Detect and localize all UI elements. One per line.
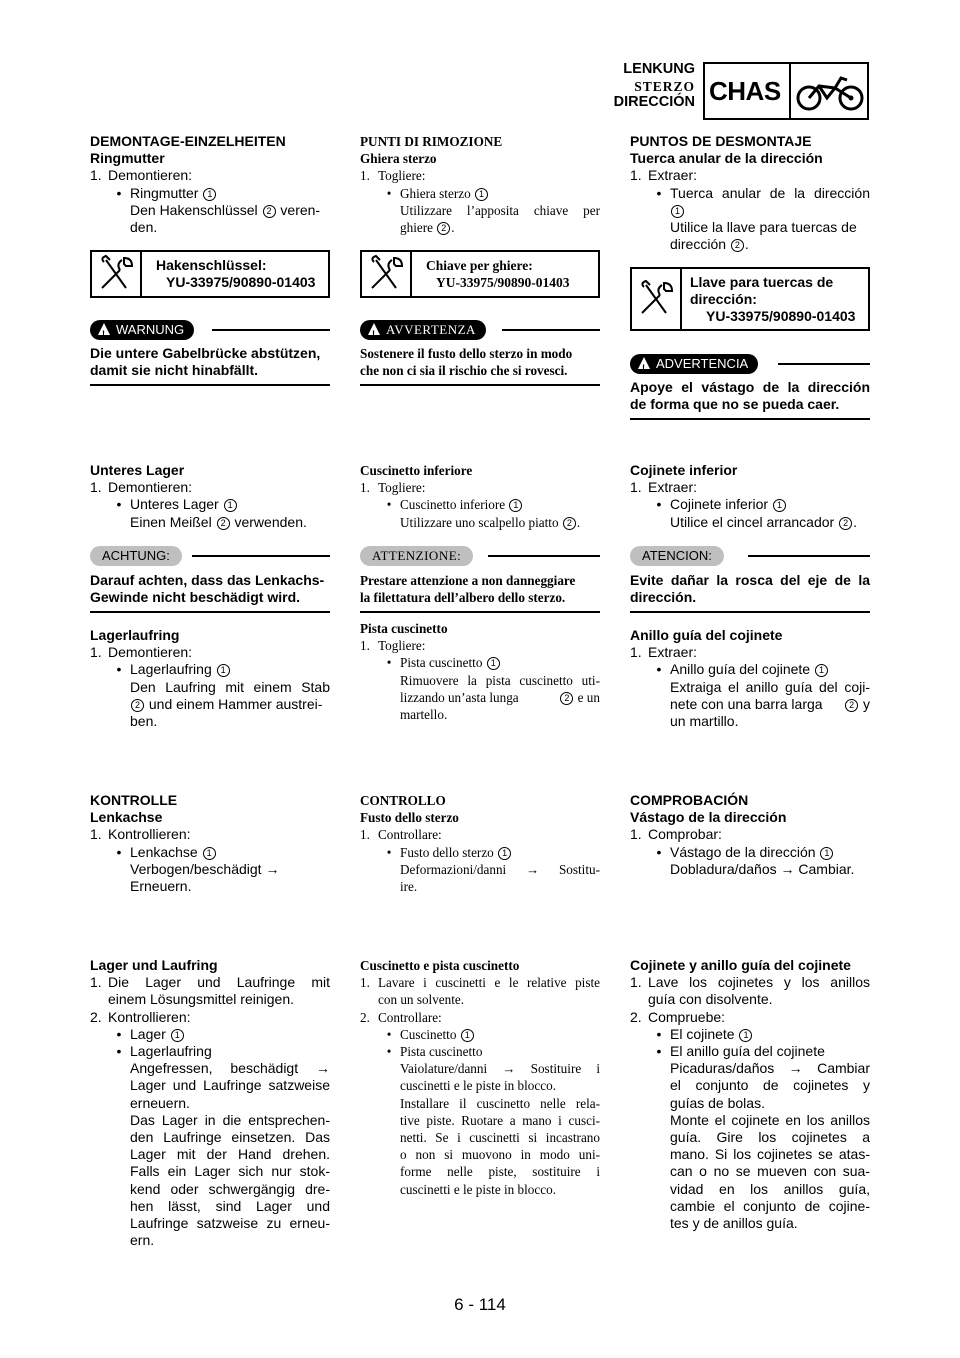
es-warning-text: Apoye el vástago de la dirección de forma que no se pueda caer. — [630, 379, 870, 413]
wrench-icon — [632, 269, 682, 329]
it-special-tool-box — [360, 250, 600, 298]
it-warning-label: ! AVVERTENZA — [360, 320, 486, 340]
es-warning-header — [630, 354, 870, 374]
it-caution-header — [360, 546, 600, 566]
callout-number: 1 — [671, 205, 684, 218]
de-section-title: DEMONTAGE-EINZELHEITEN — [90, 133, 286, 149]
es-subtitle: Cojinete y anillo guía del cojinete — [630, 957, 851, 973]
es-section-inspection: COMPROBACIÓN Vástago de la dirección 1. Comprobar: • Vástago de la dirección 1 Dobladura/daños → Cambiar. — [630, 792, 870, 878]
es-subtitle: Tuerca anular de la dirección — [630, 150, 823, 167]
es-tool-name: Llave para tuercas de — [690, 274, 834, 290]
es-caution-label: ATENCION: — [630, 546, 724, 566]
callout-number: 2 — [845, 699, 858, 712]
de-warning-text: Die untere Gabelbrücke abstützen, damit sie nicht hinabfällt. — [90, 345, 321, 379]
callout-number: 2 — [839, 517, 852, 530]
callout-number: 1 — [820, 847, 833, 860]
es-section-title: COMPROBACIÓN — [630, 792, 749, 808]
de-step: 1. Demontieren: — [90, 167, 193, 184]
callout-number: 2 — [217, 517, 230, 530]
de-subtitle: Lager und Laufring — [90, 957, 218, 973]
warning-icon — [98, 323, 110, 335]
badge-divider — [789, 64, 791, 118]
callout-number: 1 — [815, 664, 828, 677]
de-caution-rule — [90, 611, 330, 613]
callout-number: 2 — [131, 699, 144, 712]
it-section-race: Pista cuscinetto 1. Togliere: • Pista cuscinetto 1 Rimuovere la pista cuscinetto uti- lizzando un’asta lunga 2 e un martello. — [360, 621, 600, 723]
callout-number: 1 — [509, 499, 522, 512]
es-section-removal: PUNTOS DE DESMONTAJE Tuerca anular de la dirección 1. Extraer: • Tuerca anular de la dirección 1 Utilice la llave para tuercas de dirección 2 . — [630, 133, 870, 253]
es-caution-text: Evite dañar la rosca del eje de la dirección. — [630, 572, 870, 606]
callout-number: 2 — [560, 692, 573, 705]
it-subtitle: Ghiera sterzo — [360, 151, 437, 167]
motorcycle-icon — [795, 72, 865, 112]
it-warning-header — [360, 320, 600, 340]
callout-number: 1 — [739, 1029, 752, 1042]
es-caution-rule — [630, 611, 870, 613]
chapter-badge — [703, 62, 869, 120]
de-special-tool-box — [90, 250, 330, 298]
de-bullet: • Ringmutter 1 — [90, 185, 330, 202]
de-subtitle: Ringmutter — [90, 150, 165, 167]
wrench-icon — [362, 252, 412, 296]
de-caution-header — [90, 546, 330, 566]
de-bearing-instructions: Angefressen, beschädigt → Lager und Laufringe satzweise erneuern. Das Lager in die entsprechen- den Laufringe einsetzen. Das Lager mit der Hand drehen. Falls ein Lager sich nur stok- kend oder schwergängig dre- hen lässt, sind Lager und Laufringe satzweise zu erneu- ern. — [130, 1060, 330, 1249]
es-subtitle: Vástago de la dirección — [630, 809, 787, 826]
it-section-inspection: CONTROLLO Fusto dello sterzo 1. Controllare: • Fusto dello sterzo 1 Deformazioni/danni → Sostitu- ire. — [360, 793, 600, 895]
de-warning-rule — [90, 384, 330, 386]
warning-icon — [638, 357, 650, 369]
es-subtitle: Cojinete inferior — [630, 462, 738, 478]
de-tool-name: Hakenschlüssel: — [156, 257, 267, 273]
de-section-race: Lagerlaufring 1. Demontieren: • Lagerlaufring 1 Den Laufring mit einem Stab 2 und einem Hammer austrei- ben. — [90, 627, 330, 730]
de-warning-header — [90, 320, 330, 340]
page-number: 6 - 114 — [454, 1295, 506, 1314]
callout-number: 1 — [203, 188, 216, 201]
it-subtitle: Fusto dello sterzo — [360, 810, 459, 826]
it-section-title: PUNTI DI RIMOZIONE — [360, 134, 503, 149]
chapter-code: CHAS — [709, 76, 781, 106]
it-subtitle: Pista cuscinetto — [360, 621, 448, 636]
callout-number: 1 — [475, 188, 488, 201]
it-bearing-instructions: Vaiolature/danni → Sostituire i cuscinetti e le piste in blocco. Installare il cuscinetto nelle rela- tive piste. Ruotare a mano i cusci- netti. Se i cuscinetti si incastrano o non si muovono in modo uni- forme nelle piste, sostituire i cuscinetti e le piste in blocco. — [400, 1061, 600, 1197]
es-warning-label: ! ADVERTENCIA — [630, 354, 758, 374]
de-subtitle: Unteres Lager — [90, 462, 185, 478]
callout-number: 2 — [731, 239, 744, 252]
it-section-title: CONTROLLO — [360, 793, 446, 808]
callout-number: 1 — [461, 1029, 474, 1042]
it-warning-rule — [360, 384, 600, 386]
callout-number: 1 — [171, 1029, 184, 1042]
de-instruction: Den Hakenschlüssel 2 veren- — [130, 201, 321, 218]
it-tool-name: Chiave per ghiere: — [426, 258, 533, 273]
header-title-sterzo: STERZO — [634, 79, 695, 94]
de-section-title: KONTROLLE — [90, 792, 178, 808]
it-subtitle: Cuscinetto inferiore — [360, 463, 473, 478]
es-section-race: Anillo guía del cojinete 1. Extraer: • Anillo guía del cojinete 1 Extraiga el anillo guía del coji- nete con una barra larga 2 y un martillo. — [630, 627, 870, 730]
header-title-direccion: DIRECCIÓN — [613, 94, 695, 110]
es-subtitle: Anillo guía del cojinete — [630, 627, 783, 643]
callout-number: 1 — [217, 664, 230, 677]
de-caution-label: ACHTUNG: — [90, 546, 182, 566]
it-section-lower-bearing: Cuscinetto inferiore 1. Togliere: • Cuscinetto inferiore 1 Utilizzare uno scalpello piatto 2 . — [360, 462, 600, 531]
it-warning-text: Sostenere il fusto dello sterzo in modo che non ci sia il rischio che si rovesci. — [360, 346, 573, 379]
callout-number: 2 — [437, 222, 450, 235]
callout-number: 1 — [224, 499, 237, 512]
it-section-removal: PUNTI DI RIMOZIONE Ghiera sterzo 1. Togliere: • Ghiera sterzo 1 Utilizzare l’apposita chiave per ghiere 2 . — [360, 134, 600, 236]
es-caution-header — [630, 546, 870, 566]
callout-number: 1 — [487, 657, 500, 670]
de-tool-code: YU-33975/90890-01403 — [166, 274, 316, 290]
de-caution-text: Darauf achten, dass das Lenkachs- Gewinde nicht beschädigt wird. — [90, 572, 325, 606]
de-section-inspection: KONTROLLE Lenkachse 1. Kontrollieren: • Lenkachse 1 Verbogen/beschädigt → Erneuern. — [90, 792, 330, 895]
de-section-removal: DEMONTAGE-EINZELHEITEN Ringmutter 1. Demontieren: • Ringmutter 1 Den Hakenschlüssel 2 veren- den. — [90, 133, 330, 236]
it-caution-label: ATTENZIONE: — [360, 546, 473, 566]
callout-number: 1 — [203, 847, 216, 860]
es-warning-rule — [630, 418, 870, 420]
it-subtitle: Cuscinetto e pista cuscinetto — [360, 958, 520, 973]
wrench-icon — [92, 252, 142, 296]
callout-number: 2 — [263, 205, 276, 218]
es-section-bearing-race: Cojinete y anillo guía del cojinete 1. Lave los cojinetes y los anillos guía con disolvente. 2. Compruebe: • El cojinete 1 • El anillo guía del cojinete Picaduras/daños → Cambiar el conjunto de cojinetes y guías de bolas. Monte el cojinete en los anillos guía. Gire los cojinetes a mano. Si los cojinetes se atas- can o no se mueven con sua- vidad en los anillos guía, cambie el conjunto de cojine- tes y de anillos guía. — [630, 957, 870, 1232]
de-section-lower-bearing: Unteres Lager 1. Demontieren: • Unteres Lager 1 Einen Meißel 2 verwenden. — [90, 462, 330, 531]
es-bearing-instructions: Picaduras/daños → Cambiar el conjunto de cojinetes y guías de bolas. Monte el cojinete en los anillos guía. Gire los cojinetes a mano. Si los cojinetes se atas- can o no se mueven con sua- vidad en los anillos guía, cambie el conjunto de cojine- tes y de anillos guía. — [670, 1060, 870, 1232]
it-tool-code: YU-33975/90890-01403 — [436, 275, 570, 290]
de-section-bearing-race: Lager und Laufring 1. Die Lager und Laufringe mit einem Lösungsmittel reinigen. 2. Kontrollieren: • Lager 1 • Lagerlaufring Angefressen, beschädigt → Lager und Laufringe satzweise erneuern. Das Lager in die entsprechen- den Laufringe einsetzen. Das Lager mit der Hand drehen. Falls ein Lager sich nur stok- kend oder schwergängig dre- hen lässt, sind Lager und Laufringe satzweise zu erneu- ern. — [90, 957, 330, 1249]
es-section-lower-bearing: Cojinete inferior 1. Extraer: • Cojinete inferior 1 Utilice el cincel arrancador 2 . — [630, 462, 870, 531]
es-section-title: PUNTOS DE DESMONTAJE — [630, 133, 812, 149]
de-subtitle: Lenkachse — [90, 809, 163, 826]
callout-number: 1 — [498, 847, 511, 860]
it-caution-text: Prestare attenzione a non danneggiare la filettatura dell’albero dello sterzo. — [360, 573, 576, 606]
callout-number: 2 — [563, 517, 576, 530]
it-section-bearing-race: Cuscinetto e pista cuscinetto 1. Lavare i cuscinetti e le relative piste con un solvente. 2. Controllare: • Cuscinetto 1 • Pista cuscinetto Vaiolature/danni → Sostituire i cuscinetti e le piste in blocco. Installare il cuscinetto nelle rela- tive piste. Ruotare a mano i cusci- netti. Se i cuscinetti si incastrano o non si muovono in modo uni- forme nelle piste, sostituire i cuscinetti e le piste in blocco. — [360, 958, 600, 1197]
header-title-lenkung: LENKUNG — [623, 61, 695, 77]
es-special-tool-box: Llave para tuercas de dirección: YU-33975/90890-01403 — [630, 267, 870, 331]
it-caution-rule — [360, 611, 600, 613]
de-subtitle: Lagerlaufring — [90, 627, 180, 643]
callout-number: 1 — [773, 499, 786, 512]
de-warning-label: ! WARNUNG — [90, 320, 194, 340]
es-tool-code: YU-33975/90890-01403 — [706, 308, 856, 324]
warning-icon — [368, 323, 380, 335]
